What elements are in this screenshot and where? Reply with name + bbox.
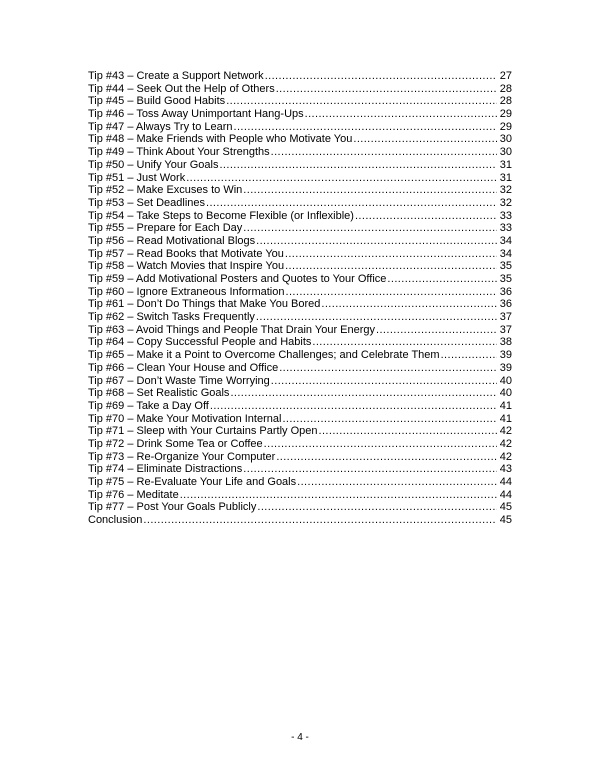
toc-entry-title: Tip #67 – Don’t Waste Time Worrying [88, 374, 270, 387]
toc-entry-title: Tip #47 – Always Try to Learn [88, 120, 233, 133]
toc-entry-page: 35 [499, 260, 512, 273]
toc-entry[interactable] [88, 362, 512, 375]
toc-entry-title: Tip #49 – Think About Your Strengths [88, 146, 270, 159]
toc-entry-page: 39 [499, 349, 512, 362]
toc-entry-title: Tip #68 – Set Realistic Goals [88, 387, 230, 400]
toc-entry-title: Tip #73 – Re-Organize Your Computer [88, 450, 276, 463]
toc-entry-title: Tip #54 – Take Steps to Become Flexible (or Inflexible) [88, 209, 354, 222]
toc-entry-title: Tip #43 – Create a Support Network [88, 70, 264, 82]
dot-leader [206, 197, 497, 210]
dot-leader [264, 438, 497, 451]
toc-entry-title: Tip #45 – Build Good Habits [88, 95, 226, 108]
toc-entry-title: Tip #69 – Take a Day Off [88, 399, 209, 412]
page-number: - 4 - [291, 732, 309, 743]
toc-entry[interactable] [88, 311, 512, 324]
dot-leader [319, 425, 497, 438]
dot-leader [210, 400, 497, 413]
toc-entry[interactable] [88, 349, 512, 362]
toc-entry-title: Tip #48 – Make Friends with People who Motivate You [88, 133, 353, 146]
toc-entry-page: 44 [499, 488, 512, 501]
toc-entry-title: Tip #75 – Re-Evaluate Your Life and Goals [88, 476, 297, 488]
toc-entry-page: 35 [499, 273, 512, 285]
toc-entry-page: 30 [499, 146, 512, 159]
toc-entry[interactable] [88, 336, 512, 349]
toc-entry[interactable] [88, 210, 512, 223]
dot-leader [355, 210, 497, 223]
toc-entry[interactable] [88, 70, 512, 83]
toc-entry-page: 40 [499, 374, 512, 387]
toc-entry-page: 37 [499, 311, 512, 324]
toc-entry[interactable] [88, 425, 512, 438]
toc-entry-page: 28 [499, 95, 512, 108]
toc-entry-page: 40 [499, 387, 512, 400]
toc-entry-title: Tip #77 – Post Your Goals Publicly [88, 501, 257, 514]
toc-entry-page: 42 [499, 425, 512, 438]
toc-entry-title: Tip #71 – Sleep with Your Curtains Partly Open [88, 425, 318, 438]
toc-entry[interactable] [88, 235, 512, 248]
toc-entry-title: Tip #65 – Make it a Point to Overcome Challenges; and Celebrate Them [88, 349, 440, 362]
toc-entry-page: 42 [499, 437, 512, 450]
dot-leader [282, 413, 497, 426]
toc-entry-title: Tip #74 – Eliminate Distractions [88, 463, 243, 476]
toc-entry-page: 30 [499, 133, 512, 146]
toc-entry[interactable] [88, 108, 512, 121]
dot-leader [186, 172, 497, 185]
toc-entry-page: 45 [499, 501, 512, 514]
toc-entry[interactable] [88, 324, 512, 337]
toc-entry-title: Tip #63 – Avoid Things and People That Drain Your Energy [88, 323, 376, 336]
toc-entry-title: Tip #76 – Meditate [88, 488, 179, 501]
toc-entry-page: 31 [499, 158, 512, 171]
dot-leader [271, 146, 497, 159]
toc-entry-title: Tip #52 – Make Excuses to Win [88, 184, 243, 197]
toc-entry-page: 32 [499, 196, 512, 209]
dot-leader [230, 387, 497, 400]
toc-entry-page: 34 [499, 234, 512, 247]
toc-entry[interactable] [88, 387, 512, 400]
dot-leader [143, 514, 497, 527]
toc-entry-page: 36 [499, 285, 512, 298]
dot-leader [271, 375, 497, 388]
toc-entry[interactable] [88, 133, 512, 146]
toc-entry-title: Tip #56 – Read Motivational Blogs [88, 234, 256, 247]
toc-entry[interactable] [88, 121, 512, 134]
toc-entry[interactable] [88, 451, 512, 464]
toc-entry[interactable] [88, 146, 512, 159]
toc-entry[interactable] [88, 501, 512, 514]
toc-entry-title: Tip #72 – Drink Some Tea or Coffee [88, 437, 263, 450]
dot-leader [286, 286, 498, 299]
dot-leader [441, 349, 497, 362]
table-of-contents [88, 70, 512, 527]
toc-entry-title: Tip #58 – Watch Movies that Inspire You [88, 260, 285, 273]
toc-entry-title: Tip #57 – Read Books that Motivate You [88, 247, 284, 260]
toc-entry-page: 39 [499, 361, 512, 374]
toc-entry-page: 31 [499, 171, 512, 184]
dot-leader [265, 70, 497, 83]
toc-entry[interactable] [88, 260, 512, 273]
toc-entry-page: 38 [499, 336, 512, 349]
toc-entry-title: Tip #66 – Clean Your House and Office [88, 361, 279, 374]
toc-entry-title: Tip #70 – Make Your Motivation Internal [88, 412, 282, 425]
dot-leader [276, 83, 497, 96]
toc-entry-page: 28 [499, 82, 512, 95]
toc-entry-page: 42 [499, 450, 512, 463]
toc-entry-page: 37 [499, 323, 512, 336]
toc-entry[interactable] [88, 273, 512, 286]
toc-entry[interactable] [88, 463, 512, 476]
toc-entry[interactable] [88, 438, 512, 451]
dot-leader [305, 108, 497, 121]
toc-entry-page: 33 [499, 222, 512, 235]
toc-entry[interactable] [88, 413, 512, 426]
dot-leader [279, 362, 497, 375]
toc-entry[interactable] [88, 476, 512, 489]
toc-entry[interactable] [88, 489, 512, 502]
dot-leader [297, 476, 497, 489]
toc-entry[interactable] [88, 286, 512, 299]
dot-leader [180, 489, 497, 502]
toc-entry-page: 43 [499, 463, 512, 476]
toc-entry-title: Tip #53 – Set Deadlines [88, 196, 205, 209]
dot-leader [256, 235, 497, 248]
toc-entry-page: 41 [499, 412, 512, 425]
toc-entry-page: 36 [499, 298, 512, 311]
toc-entry[interactable] [88, 514, 512, 527]
toc-entry-title: Tip #59 – Add Motivational Posters and Quotes to Your Office [88, 273, 387, 285]
dot-leader [276, 451, 497, 464]
dot-leader [353, 133, 497, 146]
toc-entry-title: Tip #62 – Switch Tasks Frequently [88, 311, 255, 324]
toc-entry[interactable] [88, 222, 512, 235]
toc-entry-title: Tip #64 – Copy Successful People and Habits [88, 336, 312, 349]
toc-entry-page: 44 [499, 476, 512, 488]
dot-leader [243, 463, 497, 476]
dot-leader [243, 184, 497, 197]
dot-leader [243, 222, 497, 235]
dot-leader [219, 159, 497, 172]
toc-entry-title: Conclusion [88, 514, 143, 527]
dot-leader [376, 324, 497, 337]
toc-entry-title: Tip #50 – Unify Your Goals [88, 158, 219, 171]
toc-entry[interactable] [88, 400, 512, 413]
dot-leader [312, 336, 497, 349]
toc-entry-title: Tip #44 – Seek Out the Help of Others [88, 82, 275, 95]
toc-entry-page: 32 [499, 184, 512, 197]
toc-entry[interactable] [88, 95, 512, 108]
dot-leader [321, 298, 497, 311]
dot-leader [257, 501, 497, 514]
toc-entry-page: 33 [499, 209, 512, 222]
dot-leader [234, 121, 498, 134]
toc-entry-page: 29 [499, 108, 512, 121]
dot-leader [285, 248, 497, 261]
dot-leader [226, 95, 497, 108]
toc-entry[interactable] [88, 375, 512, 388]
toc-entry-page: 34 [499, 247, 512, 260]
toc-entry-title: Tip #55 – Prepare for Each Day [88, 222, 243, 235]
toc-entry[interactable] [88, 159, 512, 172]
toc-entry-page: 45 [499, 514, 512, 527]
toc-entry[interactable] [88, 298, 512, 311]
toc-entry-page: 27 [499, 70, 512, 82]
toc-entry-title: Tip #61 – Don’t Do Things that Make You Bored [88, 298, 321, 311]
toc-entry-title: Tip #51 – Just Work [88, 171, 186, 184]
dot-leader [256, 311, 497, 324]
toc-entry[interactable] [88, 197, 512, 210]
toc-entry-title: Tip #60 – Ignore Extraneous Information [88, 285, 285, 298]
dot-leader [387, 273, 497, 286]
toc-entry[interactable] [88, 172, 512, 185]
toc-entry[interactable] [88, 184, 512, 197]
toc-entry[interactable] [88, 248, 512, 261]
dot-leader [285, 260, 497, 273]
toc-entry[interactable] [88, 83, 512, 96]
toc-entry-title: Tip #46 – Toss Away Unimportant Hang-Ups [88, 108, 304, 121]
toc-entry-page: 41 [499, 399, 512, 412]
toc-entry-page: 29 [499, 120, 512, 133]
